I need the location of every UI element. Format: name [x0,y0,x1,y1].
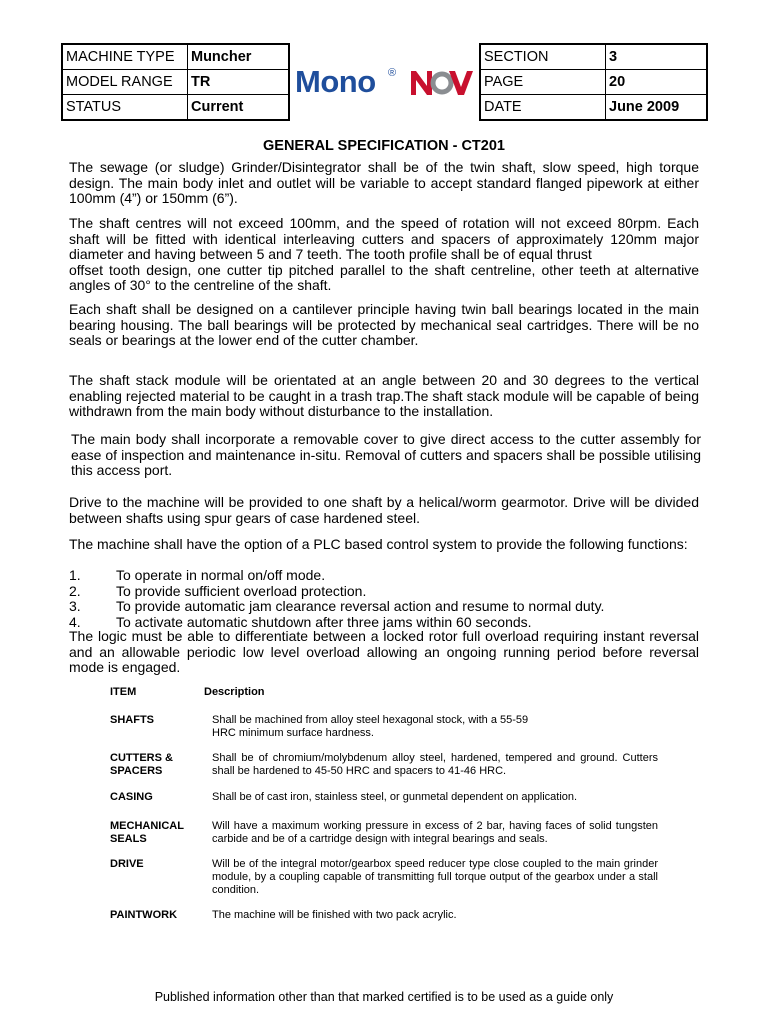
list-item [69,599,699,615]
paragraph-text: Each shaft shall be designed on a cantilever principle having twin ball bearings located in the main bearing housing. The ball bearings will be protected by mechanical seal cartridges. There will be no seals or bearings at the lower end of the cutter chamber. [69,301,699,348]
section-label: SECTION [480,44,606,70]
spec-item: SHAFTS [110,714,154,726]
date-value: June 2009 [606,95,708,121]
list-number: 4. [69,613,81,630]
description-column-header: Description [204,686,265,698]
paragraph-shaft-centres [69,216,699,294]
functions-list [69,568,699,630]
paragraph-text: The sewage (or sludge) Grinder/Disintegrator shall be of the twin shaft, slow speed, high torque design. The main body inlet and outlet will be variable to accept standard flanged pipework at either 100mm (4”) or 150mm (6”). [69,159,699,206]
section-value: 3 [606,44,708,70]
paragraph-text: The shaft centres will not exceed 100mm, and the speed of rotation will not exceed 80rpm. Each shaft will be fitted with identical interleaving cutters and spacers of approximately 120mm major diameter and having between 5 and 7 teeth. The tooth profile shall be of equal thrust [69,215,699,262]
header-info-table-right [479,43,708,121]
table-row [110,909,660,922]
header-info-table-left [61,43,290,121]
spec-item: MECHANICAL SEALS [110,820,184,845]
paragraph-design [69,160,699,207]
paragraph-text: offset tooth design, one cutter tip pitched parallel to the shaft centreline, other teeth at alternative angles of 30° to the centreline of the shaft. [69,261,699,293]
table-row [110,791,660,804]
machine-type-label: MACHINE TYPE [62,44,188,70]
specification-table [110,686,660,936]
spec-table-header [110,686,660,699]
paragraph-cantilever [69,302,699,349]
list-text: To provide automatic jam clearance reversal action and resume to normal duty. [116,598,605,614]
document-title: GENERAL SPECIFICATION - CT201 [263,138,505,154]
list-item [69,584,699,600]
spec-item: DRIVE [110,858,144,870]
spec-item: CASING [110,791,153,803]
spec-description: The machine will be finished with two pack acrylic. [212,909,457,921]
page-label: PAGE [480,70,606,95]
list-number: 2. [69,582,81,599]
paragraph-drive [69,495,699,526]
table-row [110,714,660,740]
paragraph-text: The shaft stack module will be orientated at an angle between 20 and 30 degrees to the vertical enabling rejected material to be caught in a trash trap.The shaft stack module will be capable of being withdrawn from the main body without disturbance to the installation. [69,372,699,419]
list-text: To operate in normal on/off mode. [116,567,326,583]
spec-description: Shall be machined from alloy steel hexagonal stock, with a 55-59 HRC minimum surface hardness. [212,714,529,739]
registered-mark: ® [388,67,397,79]
mono-logo-text: Mono [295,64,376,99]
paragraph-logic [69,629,699,676]
spec-item: CUTTERS & SPACERS [110,752,173,777]
spec-item: PAINTWORK [110,909,178,921]
item-column-header: ITEM [110,686,137,698]
spec-description: Shall be of cast iron, stainless steel, or gunmetal dependent on application. [212,791,578,803]
table-row [110,820,660,846]
list-text: To provide sufficient overload protection. [116,582,367,599]
paragraph-text: The machine shall have the option of a PLC based control system to provide the following functions: [69,536,688,552]
page-value: 20 [606,70,708,95]
list-number: 1. [69,567,81,583]
nov-logo-icon [411,68,473,96]
paragraph-text: The main body shall incorporate a removable cover to give direct access to the cutter assembly for ease of inspection and maintenance in-situ. Removal of cutters and spacers shall be possible utilising this access port. [71,431,701,478]
status-value: Current [188,95,290,121]
mono-nov-logo [295,62,475,102]
spec-description: Shall be of chromium/molybdenum alloy steel, hardened, tempered and ground. Cutters shall be hardened to 45-50 HRC and spacers to 41-46 HRC. [212,752,658,777]
table-row [110,752,660,778]
model-range-label: MODEL RANGE [62,70,188,95]
paragraph-shaft-stack [69,373,699,420]
paragraph-text: Drive to the machine will be provided to one shaft by a helical/worm gearmotor. Drive will be divided between shafts using spur gears of case hardened steel. [69,494,699,526]
list-number: 3. [69,598,81,614]
paragraph-plc [69,537,699,553]
paragraph-text: The logic must be able to differentiate between a locked rotor full overload requiring instant reversal and an allowable periodic low level overload allowing an ongoing running period before reversal mode is engaged. [69,628,699,675]
footer-disclaimer: Published information other than that marked certified is to be used as a guide only [154,990,614,1004]
list-item [69,568,699,584]
model-range-value: TR [188,70,290,95]
status-label: STATUS [62,95,188,121]
spec-description: Will have a maximum working pressure in excess of 2 bar, having faces of solid tungsten carbide and be of a cartridge design with integral bearings and seals. [212,820,658,845]
paragraph-main-body [71,432,701,479]
date-label: DATE [480,95,606,121]
spec-description: Will be of the integral motor/gearbox speed reducer type close coupled to the main grinder module, by a coupling capable of transmitting full torque output of the gearbox under a stall condition. [212,858,658,896]
list-text: To activate automatic shutdown after three jams within 60 seconds. [116,613,532,630]
machine-type-value: Muncher [188,44,290,70]
table-row [110,858,660,897]
